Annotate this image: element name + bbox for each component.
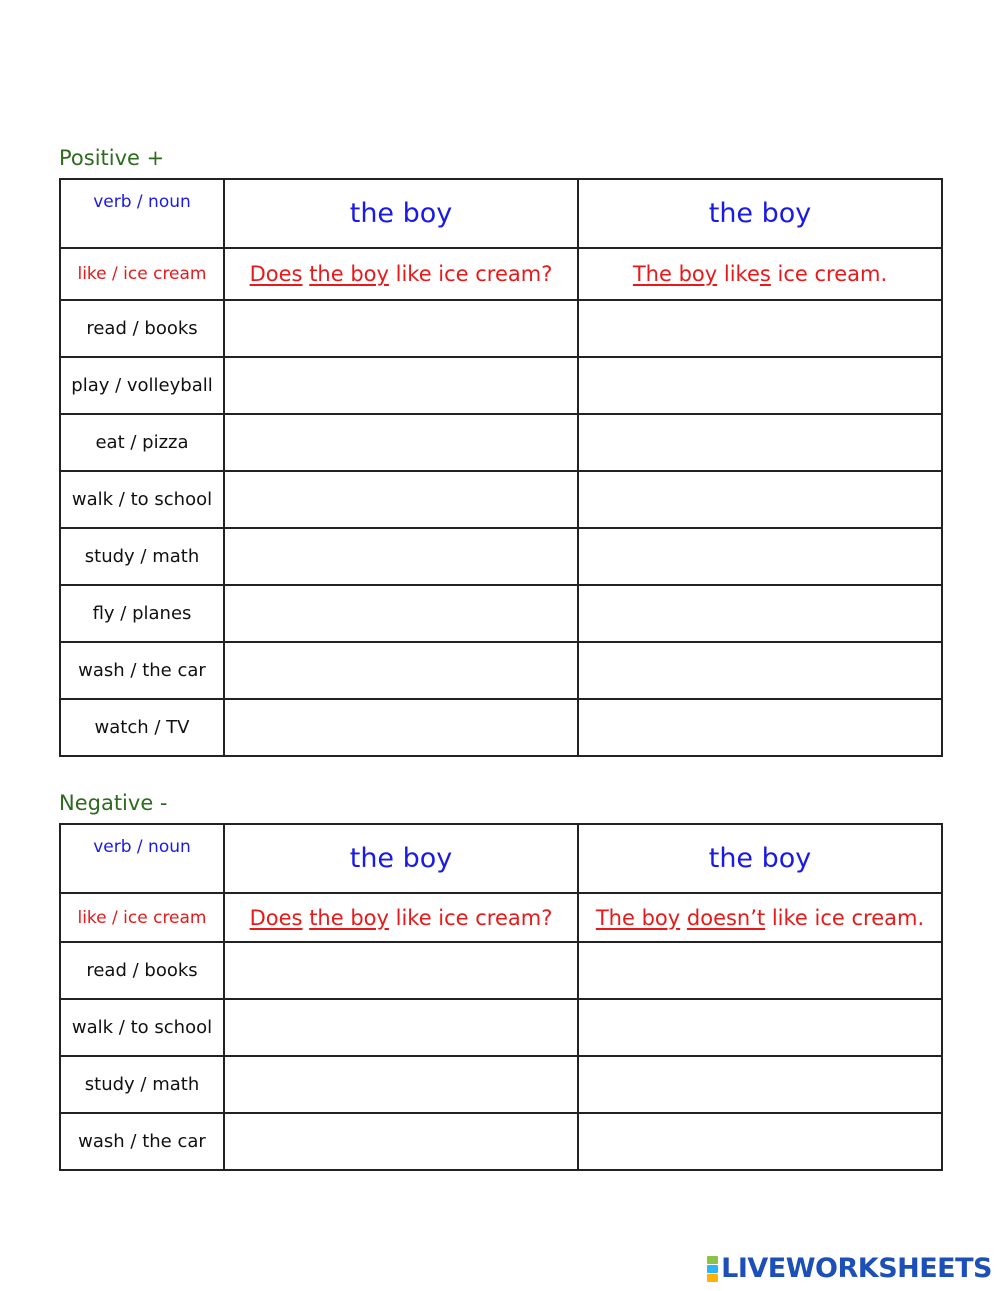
row-verb-noun: wash / the car [60,1113,224,1170]
table-row [60,999,942,1056]
negative-table [59,823,943,1171]
row-verb-noun: play / volleyball [60,357,224,414]
statement-answer-cell[interactable] [578,942,942,999]
example-answer: The boy doesn’t like ice cream. [578,893,942,942]
question-answer-cell[interactable] [224,699,578,756]
row-verb-noun: walk / to school [60,471,224,528]
row-verb-noun: fly / planes [60,585,224,642]
statement-answer-cell[interactable] [578,357,942,414]
table-header-row [60,824,942,893]
example-row [60,893,942,942]
table-row [60,357,942,414]
question-answer-cell[interactable] [224,300,578,357]
negative-section-title: Negative - [59,791,168,815]
brand-blocks-icon [707,1256,718,1282]
question-answer-cell[interactable] [224,357,578,414]
question-answer-cell[interactable] [224,471,578,528]
positive-section-title: Positive + [59,146,165,170]
header-subject-question: the boy [224,824,578,893]
statement-answer-cell[interactable] [578,642,942,699]
positive-table [59,178,943,757]
example-answer: The boy likes ice cream. [578,248,942,300]
statement-answer-cell[interactable] [578,300,942,357]
example-question: Does the boy like ice cream? [224,893,578,942]
example-verb-noun: like / ice cream [60,893,224,942]
header-subject-question: the boy [224,179,578,248]
example-question: Does the boy like ice cream? [224,248,578,300]
row-verb-noun: study / math [60,528,224,585]
table-row [60,642,942,699]
row-verb-noun: study / math [60,1056,224,1113]
question-answer-cell[interactable] [224,1113,578,1170]
question-answer-cell[interactable] [224,414,578,471]
question-answer-cell[interactable] [224,1056,578,1113]
header-subject-statement: the boy [578,824,942,893]
question-answer-cell[interactable] [224,585,578,642]
table-row [60,528,942,585]
example-verb-noun: like / ice cream [60,248,224,300]
question-answer-cell[interactable] [224,528,578,585]
question-answer-cell[interactable] [224,942,578,999]
header-verb-noun: verb / noun [60,179,224,248]
statement-answer-cell[interactable] [578,1113,942,1170]
table-row [60,699,942,756]
table-row [60,585,942,642]
row-verb-noun: watch / TV [60,699,224,756]
statement-answer-cell[interactable] [578,999,942,1056]
statement-answer-cell[interactable] [578,585,942,642]
table-header-row [60,179,942,248]
liveworksheets-logo [707,1253,992,1284]
question-answer-cell[interactable] [224,999,578,1056]
row-verb-noun: read / books [60,300,224,357]
row-verb-noun: wash / the car [60,642,224,699]
statement-answer-cell[interactable] [578,699,942,756]
row-verb-noun: eat / pizza [60,414,224,471]
statement-answer-cell[interactable] [578,471,942,528]
brand-text: LIVEWORKSHEETS [721,1253,992,1284]
table-row [60,1113,942,1170]
row-verb-noun: read / books [60,942,224,999]
statement-answer-cell[interactable] [578,414,942,471]
table-row [60,300,942,357]
question-answer-cell[interactable] [224,642,578,699]
header-verb-noun: verb / noun [60,824,224,893]
example-row [60,248,942,300]
table-row [60,942,942,999]
table-row [60,414,942,471]
row-verb-noun: walk / to school [60,999,224,1056]
statement-answer-cell[interactable] [578,528,942,585]
table-row [60,471,942,528]
statement-answer-cell[interactable] [578,1056,942,1113]
header-subject-statement: the boy [578,179,942,248]
table-row [60,1056,942,1113]
